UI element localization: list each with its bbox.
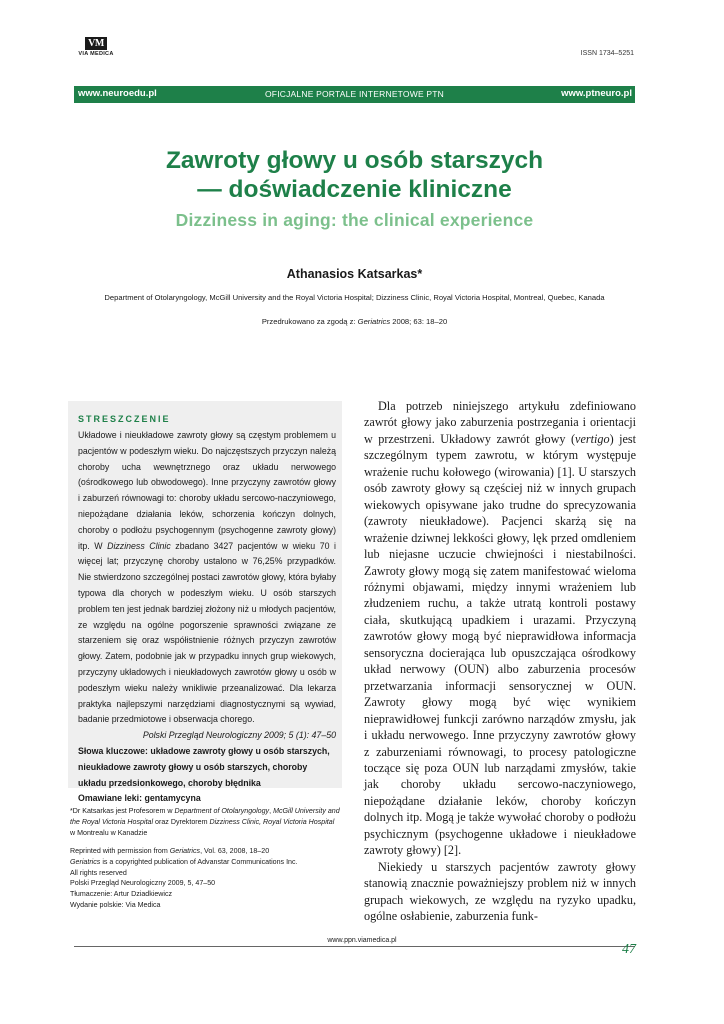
title-line-2: — doświadczenie kliniczne — [197, 176, 512, 203]
copyright-line — [70, 857, 340, 868]
abstract-body-b: zbadano 3427 pacjentów w wieku 70 i więcej lat; przyczynę choroby ustalono w 76,25% przypadków. Nie stwierdzono szczególnej postaci zawrotów głowy, która byłaby typowa dla chorych w podeszłym wieku. U osób starszych problem ten jest jednak bardziej złożony niż u młodych pacjentów, ze względu na ogólne pogorszenie sprawności związane ze starzeniem się oraz współistnienie różnych przyczyn zawrotów głowy. Zatem, podobnie jak w przypadku innych grup wiekowych, przyczyny układowych i nieukładowych zawrotów głowy u osób w podeszłym wieku należy wnikliwie przeanalizować. Dla lekarza praktyka najlepszymi narzędziami diagnostycznymi są wywiad, badanie przedmiotowe i obserwacja chorego. — [78, 540, 336, 725]
fn-italic-3: Dizziness Clinic, Royal Victoria Hospital — [209, 817, 335, 826]
reprint-journal: Geriatrics — [357, 317, 391, 326]
abstract-body-a: Układowe i nieukładowe zawroty głowy są częstym problemem u pacjentów w podeszłym wieku. Do najczęstszych przyczyn należą choroby ucha wewnętrznego oraz układu nerwowego (ośrodkowego lub obwodowego). Inne przyczyny zawrotów głowy i zaburzeń równowagi to: choroby układu sercowo-naczyniowego, niepożądane działania leków, schorzenia kończyn dolnych, choroby o podłożu psychogennym (psychogenne zawroty głowy) itp. W — [78, 430, 336, 551]
abstract-keywords: Słowa kluczowe: układowe zawroty głowy u osób starszych, nieukładowe zawroty głowy u osób starszych, choroby układu przedsionkowego, choroby błędnika — [78, 745, 330, 788]
reprint-suffix: 2008; 63: 18–20 — [390, 317, 448, 326]
p1-a: Dla potrzeb niniejszego artykułu zdefiniowano zawrót głowy jako zaburzenia postrzegania i orientacji w przestrzeni. Układowy zawrót głowy ( — [364, 399, 636, 446]
title-line-1: Zawroty głowy u osób starszych — [165, 147, 544, 174]
rights-line: All rights reserved — [70, 868, 127, 877]
body-paragraph-1 — [364, 398, 636, 859]
fn-r1-italic: Geriatrics — [169, 846, 201, 855]
body-column — [364, 398, 636, 925]
fn-r2-italic: Geriatrics — [70, 857, 101, 866]
reprint-line — [70, 846, 340, 857]
fn-r1-suffix: , Vol. 63, 2008, 18–20 — [200, 846, 270, 855]
publisher-line: Wydanie polskie: Via Medica — [70, 901, 161, 910]
footer-url[interactable]: www.ppn.viamedica.pl — [327, 937, 397, 944]
article-subtitle: Dizziness in aging: the clinical experience — [175, 210, 534, 230]
logo-text: VIA MEDICA — [78, 51, 114, 57]
abstract-box — [68, 401, 342, 804]
p1-b: ) jest szczególnym typem zawrotu, w którym występuje wrażenie ruchu kołowego (wirowania) [1]. U starszych osób zawroty głowy są częściej niż w innych grupach wiekowych opisywane jako trudne do sprecyzowania (zawroty nieukładowe). Pacjenci skarżą się na wrażenie dziwnej lekkości głowy, lęk przed omdleniem lub niejasne uczucie chwiejności i niestabilności. Zawroty głowy mogą się zatem manifestować wieloma różnymi objawami, między innymi wrażeniem lub złudzeniem ruchu, a także utratą kontroli postawy ciała, skutkującą upadkiem i urazami. Przyczyną zawrotów głowy mogą być nieprawidłowa informacja sensoryczna docierająca lub opuszczająca ośrodkowy układ nerwowy (OUN) albo zaburzenia procesów przetwarzania informacji sensorycznej w OUN. Zawroty głowy mogą być więc wynikiem nieprawidłowej funkcji zarówno narządów zmysłu, jak i układu nerwowego. Inne przyczyny zawrotów głowy z zaburzeniami równowagi, to procesy patologiczne toczące się poza OUN lub narządami zmysłów, takie jak choroby układu sercowo-naczyniowego, niepożądane działanie leków, choroby kończyn dolnych itp. Mogą je także wywołać choroby o podłożu psychicznym (psychogenne układowe i nieukładowe zawroty głowy) [2]. — [364, 431, 636, 858]
fn-r2-suffix: is a copyrighted publication of Advanstar Communications Inc. — [100, 857, 298, 866]
reprint-prefix: Przedrukowano za zgodą z: — [261, 317, 358, 326]
abstract-drugs: Omawiane leki: gentamycyna — [78, 793, 201, 804]
banner-center-text: OFICJALNE PORTALE INTERNETOWE PTN — [265, 89, 444, 99]
fn-text-4: w Montrealu w Kanadzie — [70, 828, 148, 837]
page-number: 47 — [622, 942, 636, 957]
banner-left-link[interactable]: www.neuroedu.pl — [78, 88, 157, 99]
abstract-body — [78, 428, 336, 728]
author: Athanasios Katsarkas* — [286, 267, 423, 281]
article-title — [74, 146, 635, 204]
affiliation: Department of Otolaryngology, McGill University and the Royal Victoria Hospital; Dizziness Clinic, Royal Victoria Hospital, Montreal, Quebec, Kanada — [104, 293, 605, 302]
fn-text-1: *Dr Katsarkas jest Profesorem w — [70, 807, 175, 815]
journal-ref-line: Polski Przegląd Neurologiczny 2009, 5, 47–50 — [70, 879, 216, 888]
portal-banner — [74, 86, 635, 103]
logo-mark: VM — [85, 37, 107, 50]
p1-italic: vertigo — [575, 431, 610, 446]
issn: ISSN 1734–5251 — [580, 50, 634, 57]
translator-line: Tłumaczenie: Artur Dziadkiewicz — [70, 890, 173, 899]
abstract-body-italic: Dizziness Clinic — [107, 540, 171, 551]
abstract-citation: Polski Przegląd Neurologiczny 2009; 5 (1): 47–50 — [142, 730, 336, 741]
body-paragraph-2: Niekiedy u starszych pacjentów zawroty głowy stanowią znacznie poważniejszy problem niż w innych grupach wiekowych, ze względu na ryzyko upadku, ogólne osłabienie, zaburzenia funk- — [364, 859, 636, 924]
footer-rule — [74, 946, 635, 947]
footnote — [70, 806, 340, 911]
abstract-heading: STRESZCZENIE — [78, 414, 171, 424]
publisher-logo — [74, 37, 118, 57]
banner-right-link[interactable]: www.ptneuro.pl — [561, 88, 632, 99]
fn-italic-1: Department of Otolaryngology — [174, 807, 270, 815]
fn-text-2: , — [269, 807, 274, 815]
fn-italic-2: McGill University and the Royal Victoria Hospital — [70, 807, 340, 826]
reprint-note — [74, 317, 635, 326]
author-note — [70, 806, 340, 839]
fn-text-3: oraz Dyrektorem — [153, 817, 210, 826]
fn-r1-prefix: Reprinted with permission from — [70, 846, 170, 855]
